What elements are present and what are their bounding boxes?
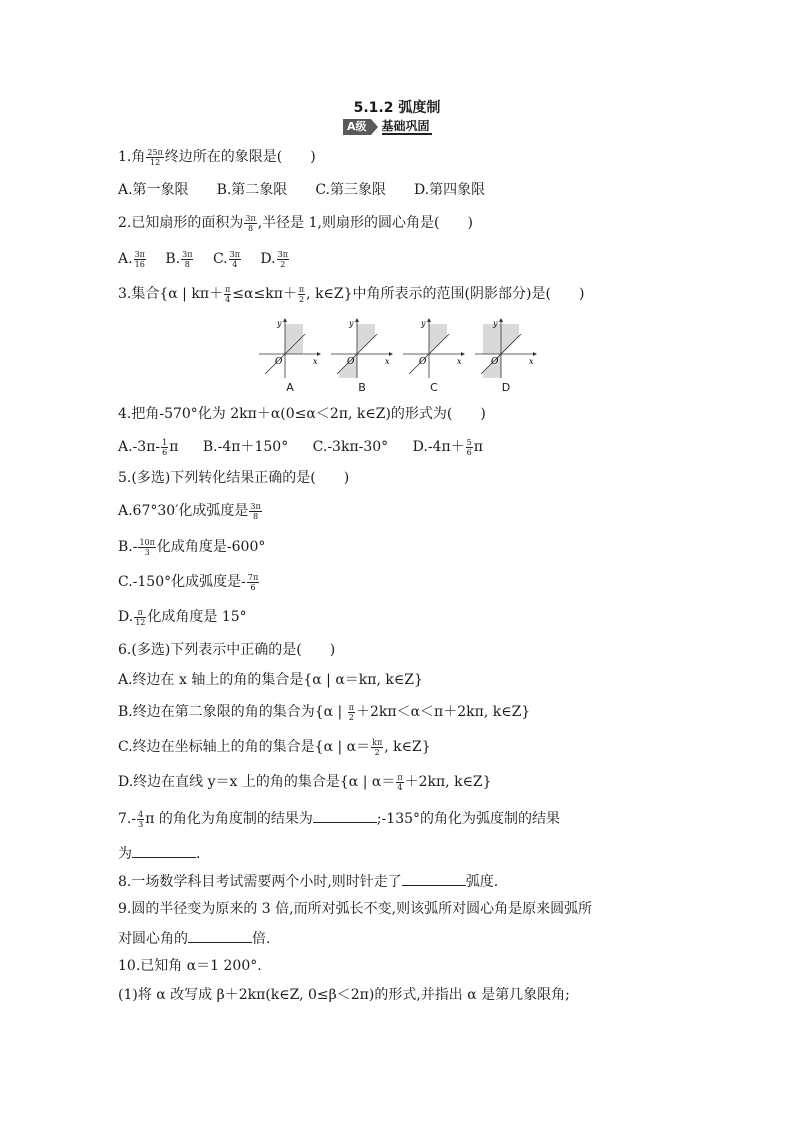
q2-option-d-label: D. [260,251,276,267]
q3-f2-num: π [298,284,305,294]
graph-b-label: B [358,381,366,394]
graph-c-figure [399,316,469,382]
q1-text-post: 终边所在的象限是( ) [164,149,316,165]
q5-option-a-pre: A.67°30′化成弧度是 [118,503,249,519]
q5-option-d-num: π [134,608,146,618]
q2-option-d-frac [277,250,289,269]
q10-part-1: (1)将 α 改写成 β＋2kπ(k∈Z, 0≤β＜2π)的形式,并指出 α 是第几象限角; [118,987,570,1003]
q6-option-b-pre: B.终边在第二象限的角的集合为{α | [118,704,347,720]
graph-c-label: C [430,381,438,394]
level-heading [343,119,432,135]
q6-option-c-num: kπ [372,737,383,747]
q5-option-c-num: 7π [247,572,259,582]
q9-line2-pre: 对圆心角的 [118,931,188,947]
q6-option-d-pre: D.终边在直线 y＝x 上的角的集合是{α | α＝ [118,774,396,790]
level-title: 基础巩固 [381,119,430,133]
q4-option-d-post: π [473,439,483,455]
q8-text-pre: 8.一场数学科目考试需要两个小时,则时针走了 [118,874,402,890]
q1-text-pre: 1.角 [118,149,146,165]
question-4-options [118,437,483,457]
q2-option-b [165,251,194,267]
q5-option-d-pre: D. [118,609,134,625]
q4-option-a [118,439,178,455]
graph-d [471,316,541,394]
graph-c-axis-x: x [457,357,462,366]
q6-option-c-pre: C.终边在坐标轴上的角的集合是{α | α＝ [118,739,371,755]
badge-arrow-icon [371,119,378,135]
q5-option-d [118,607,247,627]
level-badge: A级 [343,119,371,135]
graph-a-origin: O [275,357,283,367]
q6-option-d-den: 4 [397,782,403,792]
graph-a-label: A [286,381,294,394]
q2-fraction [244,214,256,233]
q3-text-pre: 3.集合{α | kπ＋ [118,286,224,302]
q5-option-b-den: 3 [144,547,150,557]
q6-option-c-den: 2 [374,747,380,757]
q4-option-d-num: 5 [466,437,472,447]
q2-frac-den: 8 [247,223,254,233]
q5-option-c-den: 6 [250,582,256,592]
question-6: 6.(多选)下列表示中正确的是( ) [118,642,336,658]
q2-option-c-frac [229,250,241,269]
graph-c-axis-y: y [421,319,426,328]
q5-option-c-frac [247,573,259,592]
graph-b-origin: O [347,357,355,367]
q9-line2-post: 倍. [252,931,271,947]
graph-d-label: D [501,381,511,394]
q5-option-b-post: 化成角度是-600° [156,539,266,555]
q5-option-c [118,572,260,592]
q2-option-a-num: 3π [134,249,145,259]
q2-option-d-num: 3π [277,249,288,259]
q1-frac-den: 12 [149,157,161,167]
q2-text-pre: 2.已知扇形的面积为 [118,215,244,231]
graph-a [255,316,325,394]
q6-option-d-num: π [397,772,403,782]
page-title: 5.1.2 弧度制 [353,100,441,116]
q2-option-a-frac [134,250,146,269]
q3-f1-den: 4 [225,294,231,304]
q4-option-d-den: 6 [466,447,472,457]
graph-b-figure [327,316,397,382]
question-2 [118,213,473,233]
q2-option-c-label: C. [212,251,228,267]
graph-a-axis-y: y [277,319,282,328]
q4-option-a-post: π [169,439,179,455]
q7-answer-blank-1[interactable] [313,808,377,823]
q2-option-c-num: 3π [229,249,240,259]
question-1-options [118,180,513,200]
q6-option-d-post: ＋2kπ, k∈Z} [404,774,492,790]
q3-fraction-1 [224,285,231,304]
q7-line2-pre: 为 [118,846,132,862]
question-7-line-2 [118,843,200,864]
graph-d-axis-y: y [493,319,498,328]
q4-option-a-den: 6 [162,447,168,457]
graph-d-origin: O [491,357,499,367]
q6-option-b-post: ＋2kπ＜α＜π＋2kπ, k∈Z} [355,704,531,720]
graph-a-figure [255,316,325,382]
q6-option-d-frac [396,773,403,792]
q4-option-d [413,439,483,455]
q7-frac-den: 3 [138,819,144,829]
question-10: 10.已知角 α＝1 200°. [118,958,262,974]
q8-answer-blank[interactable] [402,871,466,886]
q4-option-d-pre: D.-4π＋ [412,439,465,455]
q2-option-c-den: 4 [232,259,238,269]
question-9: 9.圆的半径变为原来的 3 倍,而所对弧长不变,则该弧所对圆心角是原来圆弧所 [118,901,593,917]
q2-option-b-label: B. [165,251,181,267]
q7-text-pre: 7.- [118,811,137,827]
q5-option-d-frac [134,608,146,627]
question-2-options [118,249,290,269]
q2-frac-num: 3π [245,213,256,223]
graph-c [399,316,469,394]
q4-option-b: B.-4π＋150° [202,439,289,455]
q6-option-d [118,772,492,792]
q4-option-a-num: 1 [162,437,168,447]
question-7 [118,808,560,829]
q5-option-b [118,537,265,557]
q2-option-b-num: 3π [182,249,193,259]
q3-fraction-2 [298,285,305,304]
q5-option-b-num: 10π [139,537,155,547]
q2-option-a-den: 16 [134,259,145,269]
q4-option-a-frac [161,438,168,457]
q1-option-a: A.第一象限 [118,182,189,198]
q5-option-a-num: 3π [250,501,261,511]
q6-option-b-frac [348,703,355,722]
graph-b-axis-x: x [385,357,390,366]
q5-option-d-post: 化成角度是 15° [147,609,247,625]
q5-option-a [118,501,263,521]
q4-option-a-pre: A.-3π- [118,439,161,455]
q8-text-post: 弧度. [465,874,499,890]
q7-answer-blank-2[interactable] [132,843,196,858]
question-5: 5.(多选)下列转化结果正确的是( ) [118,470,350,486]
question-4: 4.把角-570°化为 2kπ＋α(0≤α＜2π, k∈Z)的形式为( ) [118,406,486,422]
question-9-line-2 [118,928,270,949]
q6-option-b [118,702,530,722]
q1-fraction [146,148,163,167]
q7-frac-num: 4 [138,809,144,819]
graph-a-axis-x: x [313,357,318,366]
q5-option-c-pre: C.-150°化成弧度是- [118,574,246,590]
q2-option-d-den: 2 [280,259,286,269]
q1-option-d: D.第四象限 [413,182,486,198]
q6-option-a: A.终边在 x 轴上的角的集合是{α | α＝kπ, k∈Z} [118,672,423,688]
q2-option-c [213,251,242,267]
q4-option-d-frac [466,438,473,457]
q5-option-a-den: 8 [253,511,259,521]
q7-text-mid: π 的角化为角度制的结果为 [145,811,313,827]
graph-b-axis-y: y [349,319,354,328]
q2-option-a-label: A. [118,251,133,267]
q5-option-a-frac [249,502,261,521]
graph-b [327,316,397,394]
q2-text-post: ,半径是 1,则扇形的圆心角是( ) [257,215,473,231]
q6-option-b-den: 2 [348,712,354,722]
q2-option-b-den: 8 [184,259,190,269]
q2-option-b-frac [181,250,193,269]
q3-f2-den: 2 [298,294,305,304]
q7-fraction [137,810,144,829]
q3-graph-options [255,316,535,396]
graph-c-origin: O [419,357,427,367]
q6-option-b-num: π [348,702,354,712]
q6-option-c-frac [371,738,383,757]
q3-text-mid: ≤α≤kπ＋ [232,286,297,302]
q2-option-a [118,251,147,267]
q4-option-c: C.-3kπ-30° [312,439,389,455]
q5-option-b-pre: B.- [118,539,138,555]
q9-answer-blank[interactable] [188,928,252,943]
graph-d-axis-x: x [529,357,534,366]
q5-option-b-frac [138,538,155,557]
q6-option-c [118,737,431,757]
q1-option-c: C.第三象限 [315,182,386,198]
q3-f1-num: π [225,284,231,294]
q6-option-c-post: , k∈Z} [384,739,431,755]
q2-option-d [260,251,290,267]
graph-d-figure [471,316,541,382]
q1-frac-num: 25π [147,147,163,157]
q7-line2-post: . [196,846,201,862]
q7-text-post: ;-135°的角化为弧度制的结果 [376,811,561,827]
q3-text-post: , k∈Z}中角所表示的范围(阴影部分)是( ) [306,286,585,302]
q1-option-b: B.第二象限 [216,182,288,198]
q5-option-d-den: 12 [135,617,146,627]
question-1 [118,147,316,167]
question-8 [118,871,498,892]
question-3 [118,284,584,304]
